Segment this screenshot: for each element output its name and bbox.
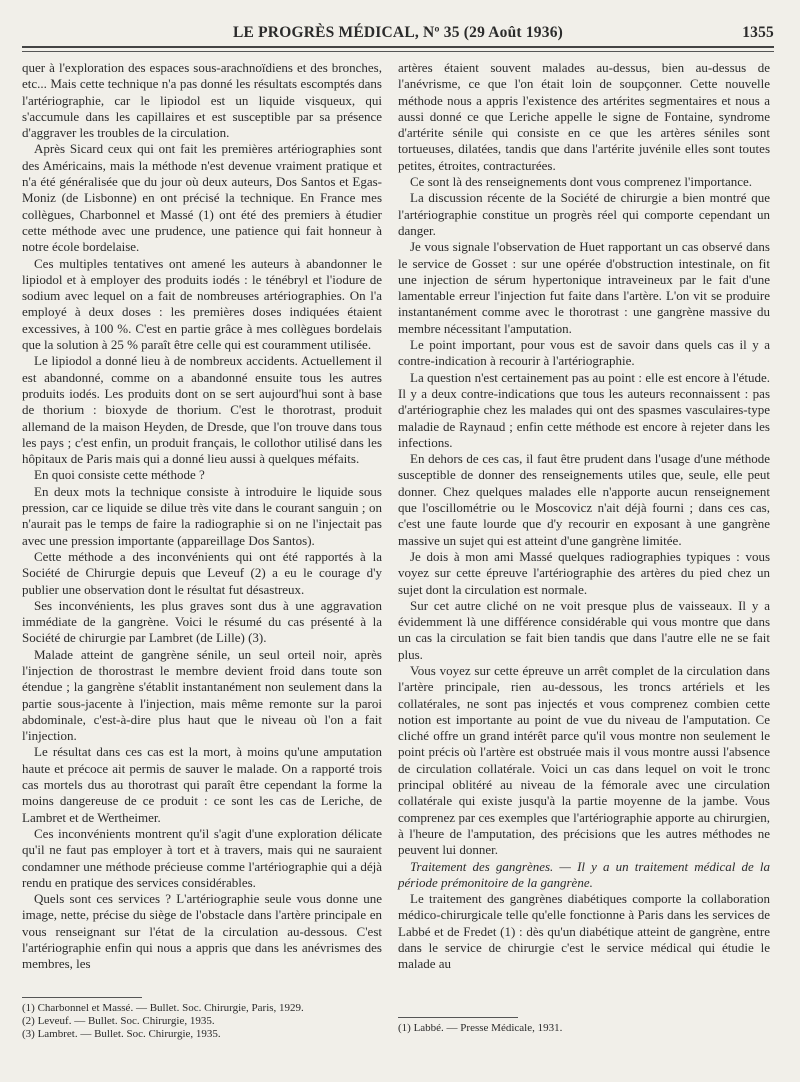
paragraph: Je vous signale l'observation de Huet rapportant un cas observé dans le service de Gosset : sur une opérée d'obstruction intestinale, on fit une injection de sérum hypertonique intraveineux par le fait d'une lamentable erreur l'injection fut faite dans l'artère. L'on vit se produire instantanément comme avec le thorotrast : une gangrène massive du membre nécessitant l'amputation. bbox=[398, 239, 770, 336]
paragraph: Ce sont là des renseignements dont vous comprenez l'importance. bbox=[410, 174, 753, 190]
paragraph: La discussion récente de la Société de chirurgie a bien montré que l'artériographie constitue un progrès réel qui comporte cependant un danger. bbox=[398, 190, 770, 238]
footnote: (1) Labbé. — Presse Médicale, 1931. bbox=[398, 1022, 563, 1034]
paragraph: En deux mots la technique consiste à introduire le liquide sous pression, car ce liquide se dilue très vite dans le courant sanguin ; on n'aurait pas le temps de faire la radiographie si on ne l'injectait pas avec une pression importante (appareillage Dos Santos). bbox=[22, 483, 382, 548]
journal-title: LE PROGRÈS MÉDICAL, Nº 35 (29 Août 1936) bbox=[232, 24, 564, 41]
footnote: (2) Leveuf. — Bullet. Soc. Chirurgie, 1935. bbox=[22, 1015, 215, 1027]
paragraph: Je dois à mon ami Massé quelques radiographies typiques : vous voyez sur cette épreuve l'artériographie des artères du pied chez un sujet dont la circulation est normale. bbox=[398, 548, 770, 597]
footnote-rule bbox=[22, 997, 142, 998]
right-column bbox=[398, 60, 770, 973]
paragraph: Le résultat dans ces cas est la mort, à moins qu'une amputation haute et précoce ait permis de sauver le malade. On a rapporté trois cas mortels dus au thorotrast qui paraît être cependant la forme la moins dangereuse de ce produit : ce sont les cas de Leriche, de Lambret et de Wertheimer. bbox=[22, 744, 382, 825]
paragraph: quer à l'exploration des espaces sous-arachnoïdiens et des bronches, etc... Mais cette technique n'a pas donné les résultats escomptés dans l'artériographie, car le lipiodol est un liquide visqueux, qui s'accumule dans les capillaires et est susceptible par sa présence d'aggraver les troubles de la circulation. bbox=[22, 60, 382, 141]
right-footnotes bbox=[398, 1022, 770, 1035]
paragraph: Le point important, pour vous est de savoir dans quels cas il y a contre-indication à recourir à l'artériographie. bbox=[398, 337, 770, 369]
page-number: 1355 bbox=[742, 24, 774, 41]
paragraph: En quoi consiste cette méthode ? bbox=[34, 467, 205, 483]
paragraph: Le lipiodol a donné lieu à de nombreux accidents. Actuellement il est abandonné, comme on a abandonné ensuite tous les autres produits iodés. Les produits dont on se sert aujourd'hui sont à base de thorium : bioxyde de thorium. C'est le thorotrast, produit allemand de la maison Heyden, de Dresde, que l'on trouve dans tous les pays ; c'est enfin, un produit français, le collothor utilisé dans les hôpitaux de Paris mais qui a donné lieu aussi à quelques méfaits. bbox=[22, 353, 382, 467]
paragraph: Le traitement des gangrènes diabétiques comporte la collaboration médico-chirurgicale telle qu'elle fonctionne à Paris dans les services de Labbé et de Fredet (1) : dès qu'un diabétique atteint de gangrène, entre dans le service de chirurgie c'est le service médical qui étudie le malade au bbox=[398, 891, 770, 972]
footnote-rule bbox=[398, 1017, 518, 1018]
paragraph: Malade atteint de gangrène sénile, un seul orteil noir, après l'injection de thorostrast le membre devient froid dans toute son étendue ; la gangrène s'établit instantanément non seulement dans la partie sous-jacente à l'injection, mais même remonte sur la paroi abdominale, c'est-à-dire plus haut que le niveau où l'on a fait l'injection. bbox=[22, 646, 382, 744]
left-column bbox=[22, 60, 382, 973]
header-rule-thin bbox=[22, 51, 774, 52]
running-header bbox=[22, 24, 774, 46]
paragraph: Quels sont ces services ? L'artériographie seule vous donne une image, nette, précise du siège de l'obstacle dans l'artère principale en vous renseignant sur l'état de la circulation au-dessous. C'est l'artériographie enfin qui nous a appris que dans les anévrismes des membres, les bbox=[22, 891, 382, 972]
paragraph: artères étaient souvent malades au-dessus, bien au-dessus de l'anévrisme, ce que l'on était loin de soupçonner. Cette nouvelle méthode nous a appris l'existence des artérites segmentaires et nous a aussi donné ce que Leriche appelle le signe de Fontaine, syndrome d'artérite sénile qui consiste en ce que les artères séniles sont tortueuses, dilatées, tandis que dans l'artérite juvénile elles sont toutes petites, étroites, contracturées. bbox=[398, 60, 770, 173]
paragraph: Ces multiples tentatives ont amené les auteurs à abandonner le lipiodol et à employer des produits iodés : le ténébryl et l'iodure de sodium avec lequel on a fait de nombreuses artériographies. On l'a employé à deux doses : les premières doses indiquées étaient excessives, à 100 %. C'est en partie grâce à mes collègues bordelais que la solution à 25 % paraît être celle qui est couramment utilisée. bbox=[22, 255, 382, 353]
header-rule-thick bbox=[22, 46, 774, 48]
paragraph: Sur cet autre cliché on ne voit presque plus de vaisseaux. Il y a évidemment là une différence considérable qui vous montre que dans un cas la circulation se fait bien tandis que dans l'autre elle ne se fait plus. bbox=[398, 597, 770, 662]
paragraph: Cette méthode a des inconvénients qui ont été rapportés à la Société de Chirurgie depuis que Leveuf (2) a eu le courage d'y publier une observation dont le résultat fut désastreux. bbox=[22, 548, 382, 597]
paragraph: En dehors de ces cas, il faut être prudent dans l'usage d'une méthode susceptible de donner des renseignements utiles que, seule, elle peut donner. Chez quelques malades elle n'apporte aucun renseignement que l'oscillométrie ou le Moscovicz n'ait déjà fourni ; dans ces cas, c'est une faute lourde que d'y recourir en exposant à une gangrène massive un sujet qui est atteint d'une gangrène limitée. bbox=[398, 451, 770, 548]
paragraph: Vous voyez sur cette épreuve un arrêt complet de la circulation dans l'artère principale, rien au-dessous, les troncs artériels et les collatérales, ne sont pas injectés et vous comprenez combien cette notion est importante au point de vue du niveau de l'amputation. Ce cliché offre un grand intérêt parce qu'il vous montre non seulement le point précis où l'artère est obstruée mais il vous montre aussi l'absence de circulation collatérale. Voici un cas dans lequel on voit le tronc principal oblitéré au niveau de la fémorale avec une circulation collatérale qui existe jusqu'à la partie moyenne de la jambe. Vous comprenez par ces exemples que l'artériographie apporte au chirurgien, à l'heure de l'amputation, des précisions que les autres méthodes ne peuvent lui donner. bbox=[398, 662, 770, 858]
footnote: (3) Lambret. — Bullet. Soc. Chirurgie, 1935. bbox=[22, 1028, 221, 1040]
paragraph: Ses inconvénients, les plus graves sont dus à une aggravation immédiate de la gangrène. Voici le résumé du cas présenté à la Société de chirurgie par Lambret (de Lille) (3). bbox=[22, 597, 382, 646]
section-heading-paragraph: Traitement des gangrènes. — Il y a un traitement médical de la période prémonitoire de la gangrène. bbox=[398, 858, 770, 890]
paragraph: Après Sicard ceux qui ont fait les premières artériographies sont des Américains, mais la méthode n'est devenue vraiment pratique et n'a été généralisée que du jour où deux auteurs, Dos Santos et Egas-Moniz (de Lisbonne) en ont précisé la technique. En France mes collègues, Charbonnel et Massé (1) ont été des premiers à étudier cette méthode avec une prudence, une patience qui fait honneur à notre école bordelaise. bbox=[22, 141, 382, 255]
paragraph: Ces inconvénients montrent qu'il s'agit d'une exploration délicate qu'il ne faut pas employer à tort et à travers, mais qui ne sauraient condamner une méthode précieuse comme l'artériographie qui a déjà rendu en pratique des services considérables. bbox=[22, 825, 382, 890]
paragraph: La question n'est certainement pas au point : elle est encore à l'étude. Il y a deux contre-indications que tous les auteurs reconnaissent : pas d'artériographie chez les malades qui ont des spasmes vasculaires-type maladie de Raynaud ; enfin cette méthode est encore à rejeter dans les infections. bbox=[398, 369, 770, 450]
left-footnotes bbox=[22, 1002, 382, 1041]
footnote: (1) Charbonnel et Massé. — Bullet. Soc. Chirurgie, Paris, 1929. bbox=[22, 1002, 304, 1014]
